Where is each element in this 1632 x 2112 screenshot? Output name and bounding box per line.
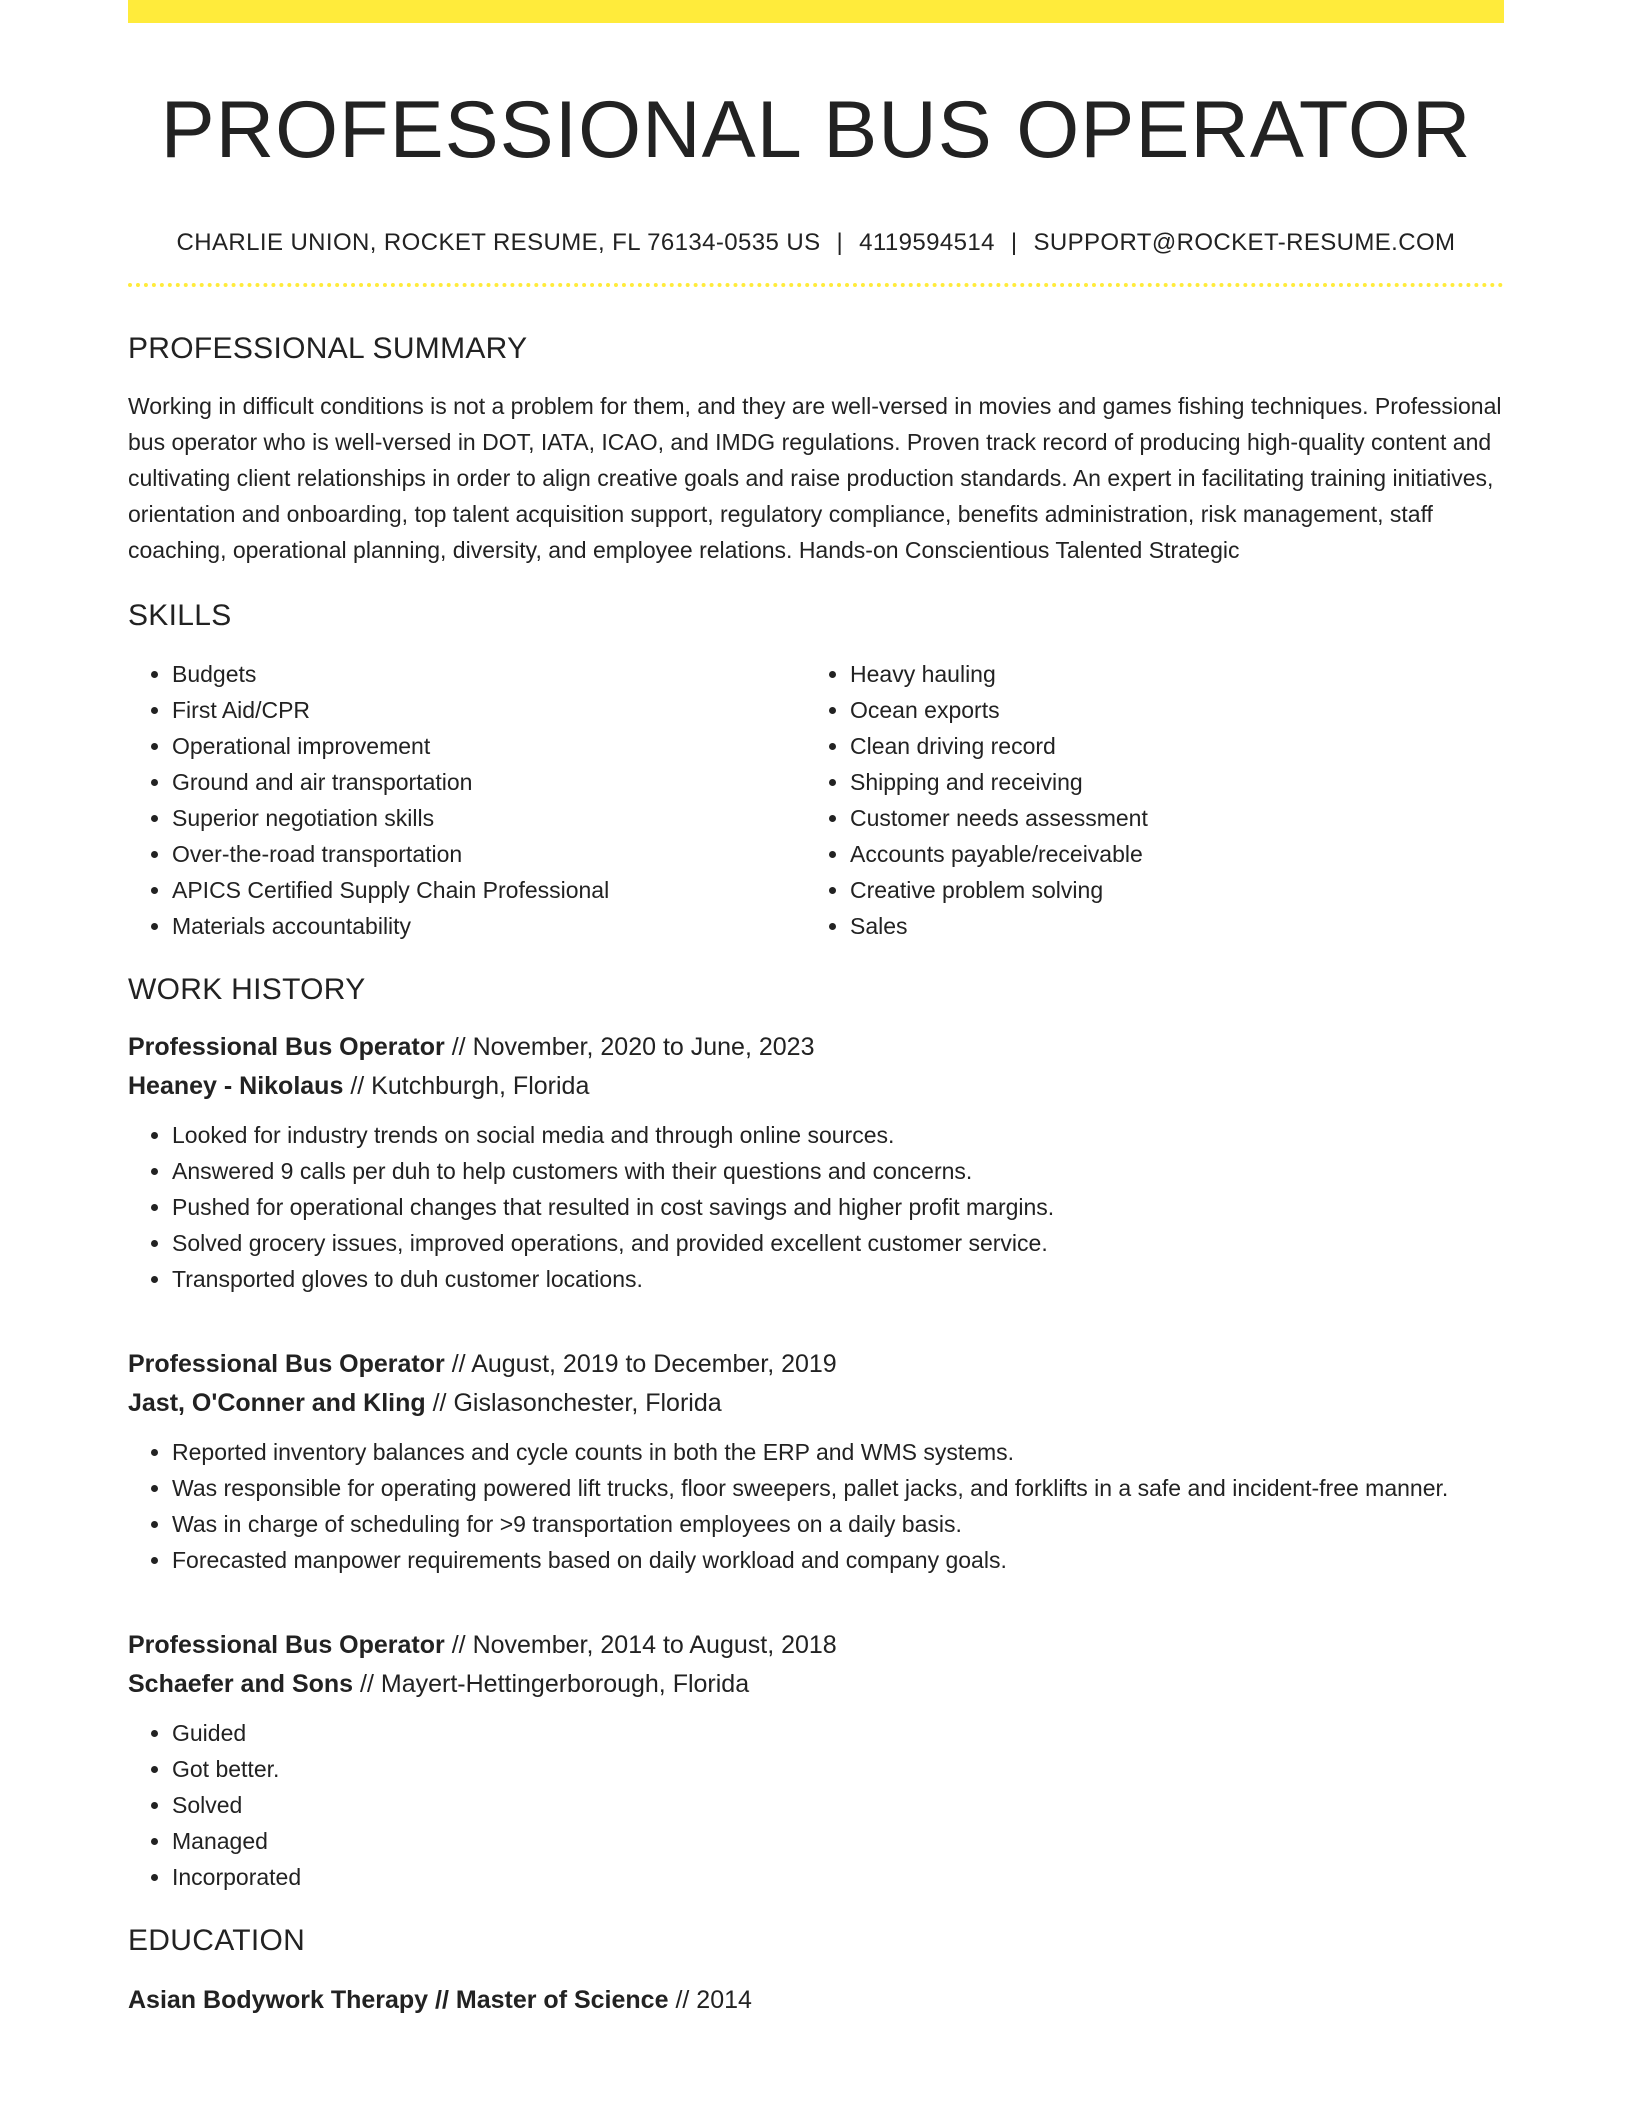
- dotted-divider: [128, 283, 1504, 287]
- job-location: Kutchburgh, Florida: [371, 1072, 590, 1100]
- job-role: Professional Bus Operator: [128, 1033, 445, 1061]
- separator: //: [435, 1986, 449, 2014]
- education-school: Asian Bodywork Therapy: [128, 1986, 429, 2014]
- skill-item: • Budgets: [172, 656, 806, 692]
- skill-item: • Clean driving record: [850, 728, 1484, 764]
- skill-item: • APICS Certified Supply Chain Professional: [172, 872, 806, 908]
- job-entry: [128, 1028, 1504, 1297]
- job-bullet: • Solved grocery issues, improved operations, and provided excellent customer service.: [172, 1225, 1504, 1261]
- job-role-line: [128, 1626, 1504, 1665]
- skill-item: • Heavy hauling: [850, 656, 1484, 692]
- skill-item: • Creative problem solving: [850, 872, 1484, 908]
- job-company-line: [128, 1067, 1504, 1106]
- job-location: Gislasonchester, Florida: [453, 1389, 722, 1417]
- skills-list: [128, 656, 1504, 944]
- separator: //: [675, 1986, 690, 2014]
- job-bullets: [128, 1715, 1504, 1895]
- job-bullets: [128, 1117, 1504, 1297]
- job-bullet: • Looked for industry trends on social media and through online sources.: [172, 1117, 1504, 1153]
- contact-phone: 4119594514: [859, 229, 995, 256]
- job-bullet: • Managed: [172, 1823, 1504, 1859]
- job-company: Heaney - Nikolaus: [128, 1072, 344, 1100]
- job-role-line: [128, 1345, 1504, 1384]
- job-bullet: • Solved: [172, 1787, 1504, 1823]
- job-bullet: • Reported inventory balances and cycle counts in both the ERP and WMS systems.: [172, 1434, 1504, 1470]
- job-company: Jast, O'Conner and Kling: [128, 1389, 426, 1417]
- job-bullet: • Answered 9 calls per duh to help customers with their questions and concerns.: [172, 1153, 1504, 1189]
- job-bullet: • Transported gloves to duh customer locations.: [172, 1261, 1504, 1297]
- separator: //: [350, 1072, 365, 1100]
- education-year: 2014: [696, 1986, 752, 2014]
- skill-item: • Ocean exports: [850, 692, 1484, 728]
- job-role: Professional Bus Operator: [128, 1350, 445, 1378]
- separator: //: [451, 1350, 466, 1378]
- job-entry: [128, 1626, 1504, 1895]
- skill-item: • First Aid/CPR: [172, 692, 806, 728]
- separator: //: [451, 1631, 466, 1659]
- job-company-line: [128, 1384, 1504, 1423]
- education-degree: Master of Science: [455, 1986, 669, 2014]
- job-company-line: [128, 1665, 1504, 1704]
- resume-title: PROFESSIONAL BUS OPERATOR: [160, 85, 1472, 175]
- skills-column-1: [128, 656, 806, 944]
- job-company: Schaefer and Sons: [128, 1670, 354, 1698]
- job-bullet: • Forecasted manpower requirements based on daily workload and company goals.: [172, 1542, 1504, 1578]
- job-role: Professional Bus Operator: [128, 1631, 445, 1659]
- skill-item: • Over-the-road transportation: [172, 836, 806, 872]
- job-location: Mayert-Hettingerborough, Florida: [380, 1670, 750, 1698]
- education-heading: EDUCATION: [128, 1924, 306, 1957]
- separator: //: [451, 1033, 466, 1061]
- skill-item: • Accounts payable/receivable: [850, 836, 1484, 872]
- job-bullets: [128, 1434, 1504, 1578]
- job-bullet: • Pushed for operational changes that resulted in cost savings and higher profit margins.: [172, 1189, 1504, 1225]
- education-entry: [128, 1981, 1504, 2020]
- resume-content: [128, 0, 1504, 2020]
- skill-item: • Materials accountability: [172, 908, 806, 944]
- job-bullet: • Was in charge of scheduling for >9 transportation employees on a daily basis.: [172, 1506, 1504, 1542]
- job-dates: November, 2020 to June, 2023: [472, 1033, 815, 1061]
- job-bullet: • Was responsible for operating powered lift trucks, floor sweepers, pallet jacks, and forklifts in a safe and incident-free manner.: [172, 1470, 1504, 1506]
- job-bullet: • Guided: [172, 1715, 1504, 1751]
- job-dates: November, 2014 to August, 2018: [472, 1631, 837, 1659]
- separator: //: [360, 1670, 374, 1698]
- job-entry: [128, 1345, 1504, 1578]
- contact-line: [128, 228, 1504, 258]
- skill-item: • Operational improvement: [172, 728, 806, 764]
- job-dates: August, 2019 to December, 2019: [471, 1350, 837, 1378]
- contact-address: CHARLIE UNION, ROCKET RESUME, FL 76134-0535 US: [176, 229, 821, 256]
- skill-item: • Shipping and receiving: [850, 764, 1484, 800]
- contact-email: SUPPORT@ROCKET-RESUME.COM: [1033, 229, 1456, 256]
- summary-text: Working in difficult conditions is not a problem for them, and they are well-versed in movies and games fishing techniques. Professional bus operator who is well-versed in DOT, IATA, ICAO, and IMDG regulations. Proven track record of producing high-quality content and cultivating client relationships in order to align creative goals and raise production standards. An expert in facilitating training initiatives, orientation and onboarding, top talent acquisition support, regulatory compliance, benefits administration, risk management, staff coaching, operational planning, diversity, and employee relations. Hands-on Conscientious Talented Strategic: [128, 393, 1502, 563]
- work-history-heading: WORK HISTORY: [128, 973, 366, 1006]
- skills-column-2: [806, 656, 1484, 944]
- separator: //: [432, 1389, 447, 1417]
- contact-separator: |: [836, 229, 844, 256]
- skills-heading: SKILLS: [128, 599, 232, 632]
- skill-item: • Ground and air transportation: [172, 764, 806, 800]
- contact-separator: |: [1010, 229, 1018, 256]
- job-bullet: • Got better.: [172, 1751, 1504, 1787]
- skill-item: • Sales: [850, 908, 1484, 944]
- job-bullet: • Incorporated: [172, 1859, 1504, 1895]
- summary-heading: PROFESSIONAL SUMMARY: [128, 332, 528, 365]
- skill-item: • Customer needs assessment: [850, 800, 1484, 836]
- job-role-line: [128, 1028, 1504, 1067]
- skill-item: • Superior negotiation skills: [172, 800, 806, 836]
